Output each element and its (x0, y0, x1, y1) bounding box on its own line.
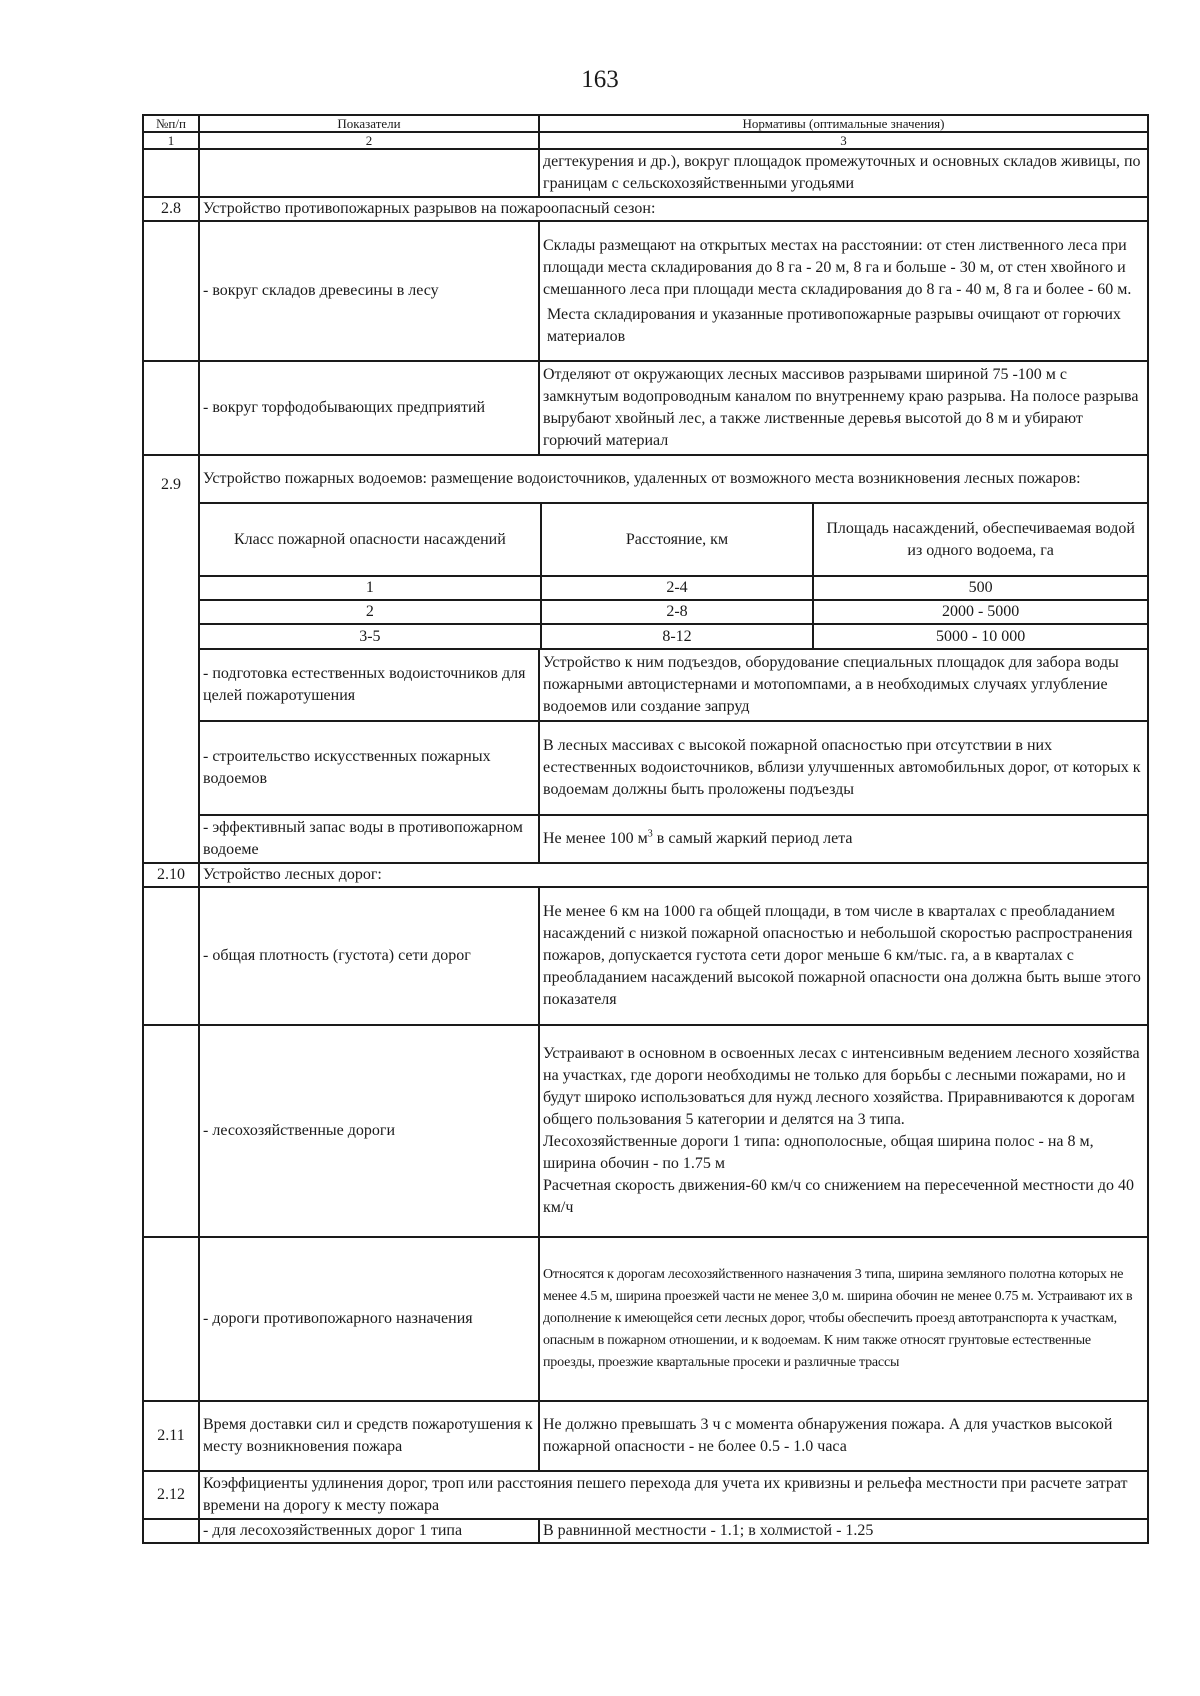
table-row (143, 649, 1148, 721)
section-title: Устройство лесных дорог: (199, 863, 1148, 887)
norm-text: В лесных массивах с высокой пожарной опасностью при отсутствии в них естественных водоисточников, вблизи улучшенных автомобильных дорог, от которых к водоемам должны быть проложены подъезды (539, 721, 1148, 815)
section-title: Устройство противопожарных разрывов на пожароопасный сезон: (199, 197, 1148, 221)
inner-row: 3-5 8-12 5000 - 10 000 (200, 624, 1147, 648)
section-title: Коэффициенты удлинения дорог, троп или расстояния пешего перехода для учета их кривизны и рельефа местности при расчете затрат времени на дорогу к месту пожара (199, 1471, 1148, 1519)
table-row (143, 221, 1148, 361)
norm-text: Отделяют от окружающих лесных массивов разрывами шириной 75 -100 м с замкнутым водопроводным каналом по внутреннему краю разрыва. На полосе разрыва вырубают хвойный лес, а также лиственные деревья высотой до 8 м и убирают горючий материал (539, 361, 1148, 455)
norm-text: Не должно превышать 3 ч с момента обнаружения пожара. А для участков высокой пожарной опасности - не более 0.5 - 1.0 часа (539, 1401, 1148, 1471)
norm-text: Устраивают в основном в освоенных лесах с интенсивным ведением лесного хозяйства на участках, где дороги необходимы не только для борьбы с лесными пожарами, но и будут широко использоваться для нужд лесного хозяйства. Приравниваются к дорогам общего пользования 5 категории и делятся на 3 типа. (543, 1045, 1140, 1128)
table-row (143, 815, 1148, 863)
row-number: 2.8 (143, 197, 199, 221)
indicator: - подготовка естественных водоисточников для целей пожаротушения (199, 649, 539, 721)
table-row (143, 503, 1148, 649)
header-indicators: Показатели (199, 115, 539, 132)
norm-text: Склады размещают на открытых местах на расстоянии: от стен лиственного леса при площади места складирования до 8 га - 20 м, 8 га и больше - 30 м, от стен хвойного и смешанного леса при площади места складирования до 8 га - 40 м, 8 га и более - 60 м. (543, 236, 1132, 298)
page-number: 163 (581, 66, 619, 93)
inner-row: 1 2-4 500 (200, 576, 1147, 600)
table-row (143, 1025, 1148, 1237)
table-row (143, 455, 1148, 503)
inner-row: 2 2-8 2000 - 5000 (200, 600, 1147, 624)
norm-text: Устройство к ним подъездов, оборудование специальных площадок для забора воды пожарными автоцистернами и мотопомпами, а в необходимых случаях углубление водоемов или создание запруд (539, 649, 1148, 721)
norm-text: Места складирования и указанные противопожарные разрывы очищают от горючих материалов (547, 305, 1121, 345)
header-norms: Нормативы (оптимальные значения) (539, 115, 1148, 132)
table-row (143, 1471, 1148, 1519)
indicator: - для лесохозяйственных дорог 1 типа (199, 1519, 539, 1543)
indicator: - дороги противопожарного назначения (199, 1237, 539, 1401)
table-row (143, 1401, 1148, 1471)
table-row (143, 149, 1148, 197)
colnum-2: 2 (199, 132, 539, 149)
section-title: Устройство пожарных водоемов: размещение водоисточников, удаленных от возможного места возникновения лесных пожаров: (199, 455, 1148, 503)
colnum-1: 1 (143, 132, 199, 149)
row-number: 2.10 (143, 863, 199, 887)
norm-text: Лесохозяйственные дороги 1 типа: однополосные, общая ширина полос - на 8 м, ширина обочин - по 1.75 м (543, 1133, 1094, 1172)
inner-header-row (200, 504, 1147, 576)
indicator: - эффективный запас воды в противопожарном водоеме (199, 815, 539, 863)
inner-header: Класс пожарной опасности насаждений (200, 504, 541, 576)
row-number: 2.12 (143, 1471, 199, 1519)
row-number: 2.9 (143, 455, 199, 863)
indicator: - лесохозяйственные дороги (199, 1025, 539, 1237)
indicator: - вокруг складов древесины в лесу (199, 221, 539, 361)
colnum-3: 3 (539, 132, 1148, 149)
inner-header: Площадь насаждений, обеспечиваемая водой из одного водоема, га (813, 504, 1147, 576)
norm-text: Расчетная скорость движения-60 км/ч со снижением на пересеченной местности до 40 км/ч (543, 1177, 1134, 1216)
table-row (143, 863, 1148, 887)
table-row (143, 361, 1148, 455)
row-number: 2.11 (143, 1401, 199, 1471)
header-num: №п/п (143, 115, 199, 132)
indicator: - вокруг торфодобывающих предприятий (199, 361, 539, 455)
norms-table (142, 114, 1149, 1544)
column-number-row (143, 132, 1148, 149)
norm-text: Относятся к дорогам лесохозяйственного назначения 3 типа, ширина земляного полотна которых не менее 4.5 м, ширина проезжей части не менее 3,0 м. ширина обочин не менее 0.75 м. Устраивают их в дополнение к имеющейся сети лесных дорог, чтобы обеспечить проезд автотранспорта к участкам, опасным в пожарном отношении, и к водоемам. К ним также относят грунтовые естественные проезды, проезжие квартальные просеки и различные трассы (539, 1237, 1148, 1401)
table-row (143, 197, 1148, 221)
continued-text: дегтекурения и др.), вокруг площадок промежуточных и основных складов живицы, по границам с сельскохозяйственными угодьями (539, 149, 1148, 197)
table-row (143, 1519, 1148, 1543)
table-row (143, 1237, 1148, 1401)
table-row (143, 887, 1148, 1025)
indicator: - общая плотность (густота) сети дорог (199, 887, 539, 1025)
indicator: Время доставки сил и средств пожаротушения к месту возникновения пожара (199, 1401, 539, 1471)
water-source-table (200, 504, 1147, 648)
indicator: - строительство искусственных пожарных водоемов (199, 721, 539, 815)
table-row (143, 721, 1148, 815)
header-row (143, 115, 1148, 132)
inner-header: Расстояние, км (541, 504, 814, 576)
norm-text: Не менее 6 км на 1000 га общей площади, в том числе в кварталах с преобладанием насаждений с низкой пожарной опасностью и небольшой скоростью распространения пожаров, допускается густота сети дорог меньше 6 км/тыс. га, а в кварталах с преобладанием насаждений высокой пожарной опасности она должна быть выше этого показателя (539, 887, 1148, 1025)
norm-text: В равнинной местности - 1.1; в холмистой - 1.25 (539, 1519, 1148, 1543)
norm-text: Не менее 100 $м^3$ в самый жаркий период лета (539, 815, 1148, 863)
